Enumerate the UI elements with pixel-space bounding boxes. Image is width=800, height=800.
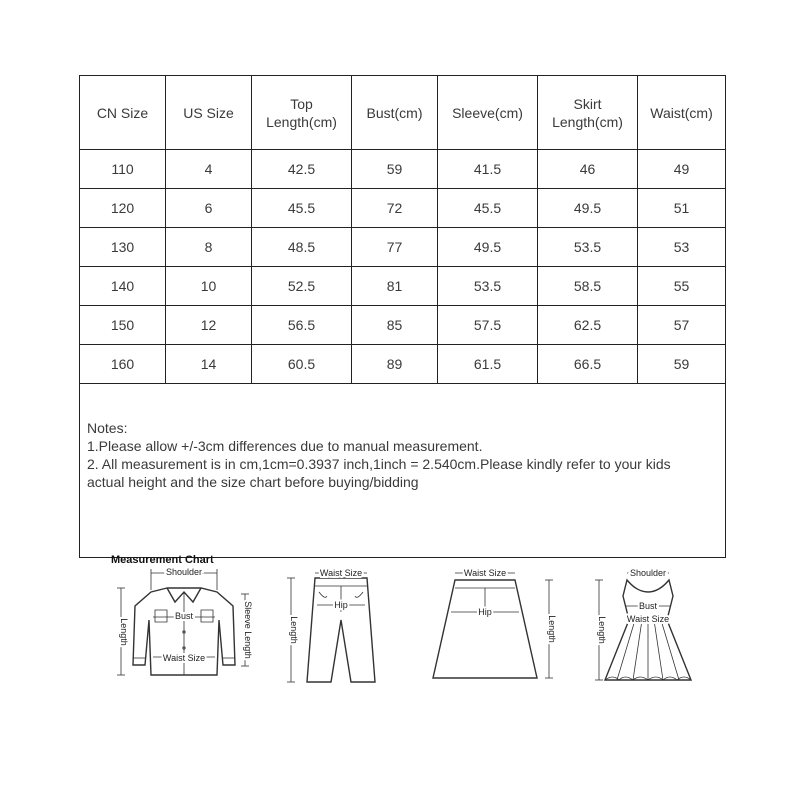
table-cell: 140 [80, 267, 166, 306]
notes-line: 2. All measurement is in cm,1cm=0.3937 inch,1inch = 2.540cm.Please kindly refer to your kids [87, 456, 671, 472]
table-cell: 53.5 [438, 267, 538, 306]
column-header-text: Waist(cm) [650, 104, 713, 121]
table-cell: 57.5 [438, 306, 538, 345]
table-cell: 150 [80, 306, 166, 345]
table-cell: 61.5 [438, 345, 538, 384]
table-cell: 45.5 [252, 189, 352, 228]
table-cell: 57 [638, 306, 726, 345]
table-row [80, 189, 726, 228]
table-cell: 6 [166, 189, 252, 228]
notes-title: Notes: [87, 420, 128, 436]
column-header [438, 76, 538, 150]
table-cell: 160 [80, 345, 166, 384]
skirt-diagram [433, 568, 557, 678]
column-header-text: Length(cm) [266, 113, 337, 130]
table-row [80, 228, 726, 267]
table-cell: 120 [80, 189, 166, 228]
pants-waist-label: Waist Size [319, 568, 363, 578]
shirt-waist-label: Waist Size [162, 653, 206, 663]
table-cell: 89 [352, 345, 438, 384]
table-cell: 62.5 [538, 306, 638, 345]
column-header-text: Bust(cm) [366, 104, 423, 121]
table-cell: 77 [352, 228, 438, 267]
table-row [80, 345, 726, 384]
table-cell: 14 [166, 345, 252, 384]
table-cell: 52.5 [252, 267, 352, 306]
table-cell: 85 [352, 306, 438, 345]
column-header-text: US Size [183, 104, 234, 121]
table-row [80, 306, 726, 345]
skirt-hip-label: Hip [478, 607, 492, 617]
table-cell: 8 [166, 228, 252, 267]
table-row [80, 267, 726, 306]
table-cell: 130 [80, 228, 166, 267]
table-cell: 41.5 [438, 150, 538, 189]
table-cell: 110 [80, 150, 166, 189]
notes-line: 1.Please allow +/-3cm differences due to manual measurement. [87, 438, 483, 454]
table-cell: 48.5 [252, 228, 352, 267]
column-header [252, 76, 352, 150]
dress-diagram [595, 568, 691, 680]
pants-diagram [287, 568, 375, 682]
table-cell: 60.5 [252, 345, 352, 384]
column-header-text: Top [290, 95, 313, 112]
table-cell: 4 [166, 150, 252, 189]
table-cell: 59 [352, 150, 438, 189]
shirt-shoulder-label: Shoulder [165, 567, 203, 577]
table-row [80, 150, 726, 189]
notes-line: actual height and the size chart before buying/bidding [87, 474, 419, 490]
column-header [538, 76, 638, 150]
column-header-text: Skirt [573, 95, 602, 112]
shirt-length-label: Length [119, 618, 129, 646]
column-header-text: Length(cm) [552, 113, 623, 130]
skirt-waist-label: Waist Size [463, 568, 507, 578]
dress-waist-label: Waist Size [626, 614, 670, 624]
table-cell: 45.5 [438, 189, 538, 228]
table-cell: 49 [638, 150, 726, 189]
shirt-diagram [117, 567, 253, 675]
table-header-row [80, 76, 726, 150]
dress-length-label: Length [597, 616, 607, 644]
skirt-length-label: Length [547, 615, 557, 643]
column-header [166, 76, 252, 150]
notes-row [80, 384, 726, 558]
size-chart-table [79, 75, 726, 558]
table-cell: 53 [638, 228, 726, 267]
notes-cell [80, 384, 726, 558]
table-cell: 12 [166, 306, 252, 345]
pants-length-label: Length [289, 616, 299, 644]
measurement-chart-title: Measurement Chart [111, 554, 214, 566]
table-cell: 59 [638, 345, 726, 384]
table-cell: 51 [638, 189, 726, 228]
measurement-diagrams [105, 550, 705, 700]
table-cell: 58.5 [538, 267, 638, 306]
measurement-chart [105, 550, 705, 700]
table-cell: 49.5 [538, 189, 638, 228]
shirt-bust-label: Bust [174, 611, 194, 621]
pants-hip-label: Hip [334, 600, 348, 610]
column-header [80, 76, 166, 150]
dress-shoulder-label: Shoulder [629, 568, 667, 578]
table-cell: 81 [352, 267, 438, 306]
column-header-text: CN Size [96, 104, 149, 121]
dress-bust-label: Bust [638, 601, 658, 611]
shirt-sleeve-label: Sleeve Length [243, 601, 253, 659]
column-header-text: Sleeve(cm) [452, 104, 523, 121]
column-header [638, 76, 726, 150]
table-cell: 66.5 [538, 345, 638, 384]
table-cell: 53.5 [538, 228, 638, 267]
table-cell: 72 [352, 189, 438, 228]
column-header [352, 76, 438, 150]
table-cell: 42.5 [252, 150, 352, 189]
table-cell: 56.5 [252, 306, 352, 345]
table-cell: 55 [638, 267, 726, 306]
table-cell: 10 [166, 267, 252, 306]
table-cell: 46 [538, 150, 638, 189]
table-cell: 49.5 [438, 228, 538, 267]
